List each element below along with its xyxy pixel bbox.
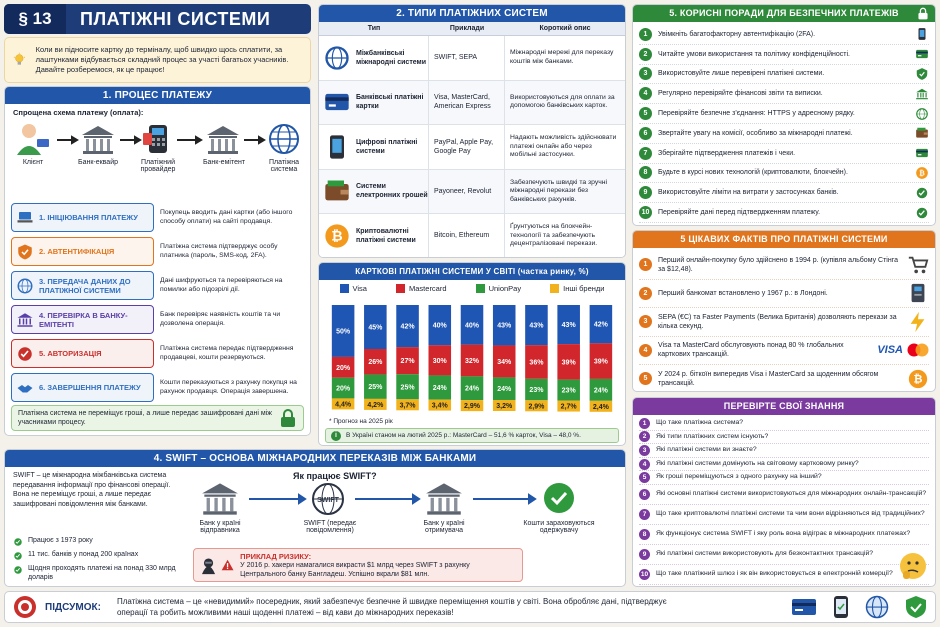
quiz-question: Як гроші переміщуються з одного рахунку на інший? <box>656 473 822 481</box>
facts-list <box>633 248 935 392</box>
section-number: § 13 <box>4 4 66 34</box>
data-label: 3,2% <box>496 402 513 410</box>
table-row <box>319 125 625 170</box>
globe-icon <box>323 44 351 72</box>
data-label: 42% <box>593 321 608 329</box>
data-label: 2,9% <box>464 403 480 411</box>
wallet-icon <box>915 126 929 140</box>
fact-item <box>639 280 929 309</box>
flow-label: Кошти зараховуються одержувачу <box>523 520 595 534</box>
step-text: Покупець вводить дані картки (або іншого способу оплати) на сайті продавця. <box>160 209 293 225</box>
warning-icon <box>221 556 234 574</box>
fact-number: 2 <box>639 287 652 300</box>
legend-swatch <box>340 284 349 293</box>
process-step <box>11 201 304 234</box>
swift-title: 4. SWIFT – ОСНОВА МІЖНАРОДНИХ ПЕРЕКАЗІВ МІЖ БАНКАМИ <box>5 450 625 467</box>
data-label: 45% <box>368 324 383 332</box>
type-name: Криптовалютні платіжні системи <box>356 227 416 244</box>
quiz-question: Що таке криптовалютні платіжні системи та чим вони відрізняються від традиційних? <box>656 510 925 518</box>
data-label: 25% <box>368 384 383 392</box>
data-label: 20% <box>336 385 351 393</box>
process-note <box>11 405 304 431</box>
quiz-question: Які типи платіжних систем існують? <box>656 432 769 440</box>
types-title: 2. ТИПИ ПЛАТІЖНИХ СИСТЕМ <box>319 5 625 22</box>
data-label: 43% <box>529 322 544 330</box>
type-cell <box>319 36 429 80</box>
quiz-item <box>639 485 929 505</box>
quiz-number: 7 <box>639 509 650 520</box>
chart-legend <box>319 280 625 297</box>
description-cell: Використовуються для оплати за допомогою банківських карток. <box>510 93 615 110</box>
check-icon <box>13 565 23 575</box>
tip-number: 1 <box>639 28 652 41</box>
flow-label: Банк у країні відправника <box>199 520 241 534</box>
data-label: 32% <box>464 357 480 365</box>
shield-icon <box>905 595 927 619</box>
legend-swatch <box>476 284 485 293</box>
quiz-item <box>639 525 929 545</box>
arrows-flow <box>5 123 310 157</box>
fact-text: Перший онлайн-покупку було здійснено в 1994 р. (купівля альбому Стінга за $12,48). <box>658 256 899 273</box>
tip-item <box>639 203 929 223</box>
data-label: 40% <box>464 322 480 330</box>
quiz-number: 1 <box>639 418 650 429</box>
fact-item <box>639 365 929 392</box>
swift-facts <box>13 536 183 585</box>
type-cell <box>319 81 429 125</box>
actor-label: Банк-емітент <box>202 159 246 166</box>
flow-label: Банк у країні отримувача <box>423 520 465 534</box>
data-label: 23% <box>561 387 576 395</box>
quiz-question: Які платіжні системи домінують на світовому картковому ринку? <box>656 459 859 467</box>
title-bar <box>4 4 311 34</box>
card-icon <box>791 598 817 616</box>
step-label-box <box>11 203 154 232</box>
tip-item <box>639 164 929 184</box>
legend-label: Інші бренди <box>563 284 605 293</box>
fact-item <box>639 337 929 366</box>
step-label: 3. ПЕРЕДАЧА ДАНИХ ДО ПЛАТІЖНОЇ СИСТЕМИ <box>39 276 131 295</box>
svg-text:SWIFT: SWIFT <box>317 497 339 504</box>
legend-item <box>550 284 604 293</box>
legend-label: UnionPay <box>488 284 522 293</box>
fact-text: Працює з 1973 року <box>28 537 93 544</box>
data-label: 2,4% <box>592 403 609 411</box>
quiz-item <box>639 444 929 458</box>
how-title: Як працює SWIFT? <box>293 471 377 481</box>
svg-text:₿: ₿ <box>913 373 923 386</box>
description-cell: Ґрунтуються на блокчейн-технології та забезпечують децентралізовані перекази. <box>510 223 598 247</box>
quiz-question: Які платіжні системи ви знаєте? <box>656 446 757 454</box>
quiz-number: 9 <box>639 549 650 560</box>
type-name: Цифрові платіжні системи <box>356 138 418 155</box>
process-step <box>11 371 304 404</box>
shield-icon <box>915 67 929 81</box>
facts-title: 5 ЦІКАВИХ ФАКТІВ ПРО ПЛАТІЖНІ СИСТЕМИ <box>633 231 935 248</box>
tip-text: Перевіряйте дані перед підтвердженням платежу. <box>658 209 821 217</box>
process-subtitle: Спрощена схема платежу (оплата): <box>13 108 144 117</box>
card-icon <box>915 47 929 61</box>
card-icon <box>323 88 351 116</box>
data-label: 3,4% <box>431 402 448 410</box>
data-label: 3,7% <box>399 402 416 410</box>
mastercard-logo-icon <box>907 343 929 357</box>
quiz-number: 2 <box>639 431 650 442</box>
laptop-icon <box>16 209 34 227</box>
info-text: В Україні станом на лютий 2025 р.: MasterCard – 51,6 % карток, Visa – 48,0 %. <box>346 432 581 439</box>
tips-list <box>633 22 935 226</box>
chart-svg <box>319 301 625 419</box>
quiz-item <box>639 565 929 585</box>
col-examples: Приклади <box>449 25 485 32</box>
lightbulb-icon <box>13 43 26 77</box>
actor-label: Клієнт <box>22 159 44 166</box>
quiz-item <box>639 417 929 431</box>
legend-item <box>340 284 367 293</box>
description-cell: Надають можливість здійснювати платежі онлайн або через мобільні застосунки. <box>510 134 617 158</box>
examples-cell: SWIFT, SEPA <box>429 36 505 80</box>
type-name: Міжбанківські міжнародні системи <box>356 49 427 66</box>
page-title: ПЛАТІЖНІ СИСТЕМИ <box>80 8 271 29</box>
col-description: Короткий опис <box>539 25 591 32</box>
data-label: 43% <box>561 322 576 330</box>
step-label: 5. АВТОРИЗАЦІЯ <box>39 349 102 358</box>
types-table-header <box>319 22 625 36</box>
fact-text: Щодня проходять платежі на понад 330 млрд доларів <box>28 565 176 581</box>
svg-text:₿: ₿ <box>331 227 343 244</box>
quiz-question: Як функціонує система SWIFT і яку роль вона відіграє в міжнародних платежах? <box>656 530 911 538</box>
quiz-panel <box>632 397 936 587</box>
target-icon <box>13 595 37 619</box>
quiz-item <box>639 545 929 565</box>
data-label: 24% <box>593 387 608 395</box>
phone-icon <box>915 27 929 41</box>
bank-icon <box>915 87 929 101</box>
step-text: Кошти переказуються з рахунку покупця на рахунок продавця. Операція завершена. <box>160 379 297 395</box>
data-label: 25% <box>400 384 415 392</box>
fact-number: 5 <box>639 372 652 385</box>
check-icon <box>13 537 23 547</box>
step-label-box <box>11 237 154 266</box>
type-cell <box>319 170 429 214</box>
step-label-box <box>11 339 154 368</box>
globe-icon <box>865 595 889 619</box>
thinking-face-icon <box>899 552 927 580</box>
intro-text: Коли ви підносите картку до терміналу, щоб швидко щось сплатити, за лаштунками відбувається складний процес за участі багатьох учасників. Давайте розберемося, як це працює! <box>35 45 289 74</box>
note-text: Платіжна система не переміщує гроші, а лише передає зашифровані дані між учасниками процесу. <box>18 410 272 426</box>
data-label: 39% <box>561 359 576 367</box>
examples-cell: Payoneer, Revolut <box>429 170 505 214</box>
tip-number: 2 <box>639 48 652 61</box>
quiz-number: 10 <box>640 570 649 578</box>
tip-number: 5 <box>639 107 652 120</box>
summary-label: ПІДСУМОК: <box>45 601 101 613</box>
tip-text: Звертайте увагу на комісії, особливо за міжнародні платежі. <box>658 129 853 137</box>
globe-icon <box>915 107 929 121</box>
quiz-number: 5 <box>639 472 650 483</box>
step-text: Платіжна система передає підтвердження продавцеві, кошти резервуються. <box>160 345 294 361</box>
tip-number: 7 <box>639 147 652 160</box>
process-step <box>11 303 304 336</box>
data-label: 4,4% <box>335 401 352 409</box>
shield-icon <box>16 243 34 261</box>
actor-label: Платіжний провайдер <box>140 159 176 173</box>
data-label: 24% <box>432 385 447 393</box>
chart-info <box>325 428 619 443</box>
fact-item <box>13 550 183 561</box>
tip-item <box>639 25 929 45</box>
quiz-list <box>633 415 935 587</box>
description-cell: Міжнародні мережі для переказу коштів між банками. <box>510 49 614 65</box>
description-cell: Забезпечують швидкі та зручні міжнародні перекази без банківських рахунків. <box>510 178 608 203</box>
handshake-icon <box>16 379 34 397</box>
flow-label: SWIFT (передає повідомлення) <box>303 520 357 534</box>
tip-number: 3 <box>639 67 652 80</box>
fact-item <box>639 251 929 280</box>
types-panel <box>318 4 626 258</box>
quiz-title: ПЕРЕВІРТЕ СВОЇ ЗНАННЯ <box>633 398 935 415</box>
check-icon <box>915 206 929 220</box>
data-label: 36% <box>529 359 544 367</box>
data-label: 20% <box>336 364 351 372</box>
quiz-number: 6 <box>639 489 650 500</box>
fact-text: 11 тис. банків у понад 200 країнах <box>28 551 139 558</box>
steps-list <box>11 201 304 405</box>
legend-item <box>476 284 522 293</box>
step-label: 6. ЗАВЕРШЕННЯ ПЛАТЕЖУ <box>39 383 141 392</box>
tip-text: Зберігайте підтвердження платежів і чеки. <box>658 149 796 157</box>
fact-number: 3 <box>639 315 652 328</box>
legend-item <box>396 284 447 293</box>
card-icon <box>915 146 929 160</box>
data-label: 23% <box>529 387 544 395</box>
tip-text: Будьте в курсі нових технологій (криптовалюти, блокчейн). <box>658 169 848 177</box>
info-icon: i <box>331 431 341 441</box>
data-label: 39% <box>593 358 608 366</box>
fact-number: 4 <box>639 344 652 357</box>
process-step <box>11 337 304 370</box>
examples-cell: Visa, MasterCard, American Express <box>429 81 505 125</box>
data-label: 27% <box>400 358 415 366</box>
legend-swatch <box>550 284 559 293</box>
quiz-question: Що таке платіжна система? <box>656 419 744 427</box>
phone-icon <box>833 595 849 619</box>
legend-label: Mastercard <box>409 284 447 293</box>
lock-icon <box>917 7 929 20</box>
examples-cell: Bitcoin, Ethereum <box>429 214 505 258</box>
tip-text: Увімкніть багатофакторну автентифікацію (2FA). <box>658 30 816 38</box>
data-label: 30% <box>432 357 447 365</box>
step-text: Дані шифруються та перевіряються на помилки або підозрілі дії. <box>160 277 283 293</box>
risk-box <box>193 548 523 582</box>
actor-label: Платіжна система <box>268 159 300 173</box>
tips-panel <box>632 4 936 226</box>
summary-bar <box>4 591 936 623</box>
data-label: 2,7% <box>560 403 577 411</box>
legend-swatch <box>396 284 405 293</box>
step-label-box <box>11 271 154 300</box>
bitcoin-icon <box>915 166 929 180</box>
fact-item <box>13 564 183 582</box>
flow-arrows <box>5 490 625 510</box>
actor-label: Банк-еквайр <box>77 159 119 166</box>
quiz-number: 3 <box>639 445 650 456</box>
fact-text: Visa та MasterCard обслуговують понад 80 % глобальних карткових трансакцій. <box>658 342 844 359</box>
quiz-item <box>639 505 929 525</box>
visa-logo: VISA <box>877 344 903 357</box>
step-label: 4. ПЕРЕВІРКА В БАНКУ-ЕМІТЕНТІ <box>39 310 128 329</box>
type-name: Банківські платіжні картки <box>356 94 424 111</box>
tip-item <box>639 45 929 65</box>
quiz-question: Які основні платіжні системи використовуються для міжнародних онлайн-трансакцій? <box>656 490 927 498</box>
data-label: 24% <box>464 385 480 393</box>
step-label: 1. ІНІЦІЮВАННЯ ПЛАТЕЖУ <box>39 213 138 222</box>
legend-label: Visa <box>352 284 367 293</box>
wallet-icon <box>323 177 351 205</box>
tip-item <box>639 84 929 104</box>
actors-row <box>5 123 310 181</box>
type-cell <box>319 214 429 258</box>
bank-icon <box>16 311 34 329</box>
table-row <box>319 36 625 81</box>
type-name: Системи електронних грошей <box>356 183 428 200</box>
process-step <box>11 235 304 268</box>
data-label: 50% <box>336 328 351 336</box>
tip-number: 4 <box>639 87 652 100</box>
data-label: 4,2% <box>367 401 384 409</box>
table-row <box>319 81 625 126</box>
tip-text: Регулярно перевіряйте фінансові звіти та виписки. <box>658 90 823 98</box>
table-row <box>319 170 625 215</box>
fact-number: 1 <box>639 258 652 271</box>
type-cell <box>319 125 429 169</box>
hacker-icon <box>200 551 217 579</box>
fact-text: SEPA (€С) та Faster Payments (Велика Британія) дозволяють перекази за кілька секунд. <box>658 313 897 330</box>
tip-text: Використовуйте ліміти на витрати у застосунках банків. <box>658 189 839 197</box>
step-label-box <box>11 373 154 402</box>
chart-title: КАРТКОВІ ПЛАТІЖНІ СИСТЕМИ У СВІТІ (частка ринку, %) <box>319 263 625 280</box>
summary-text: Платіжна система – це «невидимий» посередник, який забезпечує безпечне й швидке переміщення коштів у світі. Вона обробляє дані, підтверджує операції та робить можливими наші щоденні платежі – від кави до міжнародних переказів! <box>116 597 667 617</box>
tip-text: Використовуйте лише перевірені платіжні системи. <box>658 70 825 78</box>
data-label: 43% <box>497 322 512 330</box>
process-panel <box>4 86 311 436</box>
bitcoin-icon <box>907 368 929 390</box>
bitcoin-icon <box>323 222 351 250</box>
tip-number: 10 <box>639 206 652 219</box>
step-text: Платіжна система підтверджує особу платника (пароль, SMS-код, 2FA). <box>160 243 278 259</box>
risk-text: У 2016 р. хакери намагалися викрасти $1 млрд через SWIFT з рахунку Центрального банку Бангладеш. Успішно вкрали $81 млн. <box>240 561 470 578</box>
chart-panel <box>318 262 626 446</box>
chart-footnote: * Прогноз на 2025 рік <box>329 418 393 425</box>
quiz-item <box>639 471 929 485</box>
quiz-number: 8 <box>639 529 650 540</box>
check-icon <box>16 345 34 363</box>
data-label: 26% <box>368 359 383 367</box>
swift-text: SWIFT – це міжнародна міжбанківська система передавання інформації про фінансові операції. Вона не переміщує гроші, а лише передає зашифровані повідомлення між банками. <box>13 472 171 508</box>
intro-box <box>4 37 311 83</box>
globe-icon <box>16 277 34 295</box>
fact-text: Перший банкомат встановлено у 1967 р.: в Лондоні. <box>658 289 828 297</box>
data-label: 40% <box>432 322 447 330</box>
tip-text: Перевіряйте безпечне з'єднання: HTTPS у адресному рядку. <box>658 110 855 118</box>
phone-icon <box>323 133 351 161</box>
process-step <box>11 269 304 302</box>
col-type: Тип <box>367 25 381 32</box>
lightning-icon <box>907 311 929 333</box>
step-label-box <box>11 305 154 334</box>
lock-icon <box>279 408 297 428</box>
data-label: 34% <box>497 358 512 366</box>
process-title: 1. ПРОЦЕС ПЛАТЕЖУ <box>5 87 310 104</box>
tip-text: Читайте умови використання та політику конфіденційності. <box>658 50 850 58</box>
types-table-body <box>319 36 625 258</box>
tip-item <box>639 104 929 124</box>
facts-panel <box>632 230 936 392</box>
svg-text:₿: ₿ <box>919 170 925 178</box>
tip-item <box>639 183 929 203</box>
fact-item <box>639 308 929 337</box>
step-label: 2. АВТЕНТИФІКАЦІЯ <box>39 247 115 256</box>
quiz-item <box>639 431 929 445</box>
fact-item <box>13 536 183 547</box>
table-row <box>319 214 625 258</box>
risk-title: ПРИКЛАД РИЗИКУ: <box>240 551 312 561</box>
quiz-item <box>639 458 929 472</box>
tip-item <box>639 144 929 164</box>
check-icon <box>13 551 23 561</box>
fact-text: У 2024 р. біткоїн випередив Visa і MasterCard за щоденним обсягом трансакцій. <box>658 370 879 387</box>
tip-number: 8 <box>639 166 652 179</box>
atm-icon <box>907 282 929 304</box>
tips-title: 5. КОРИСНІ ПОРАДИ ДЛЯ БЕЗПЕЧНИХ ПЛАТЕЖІВ <box>633 5 935 22</box>
tip-number: 9 <box>639 186 652 199</box>
data-label: 2,9% <box>528 403 545 411</box>
cart-icon <box>907 254 929 276</box>
tip-item <box>639 124 929 144</box>
step-text: Банк перевіряє наявність коштів та чи дозволена операція. <box>160 311 281 327</box>
check-icon <box>915 186 929 200</box>
quiz-question: Що таке платіжний шлюз і як він використовується в електронній комерції? <box>656 570 893 578</box>
quiz-number: 4 <box>639 459 650 470</box>
quiz-question: Які платіжні системи використовують для безконтактних трансакцій? <box>656 550 874 558</box>
data-label: 24% <box>497 386 512 394</box>
tip-item <box>639 65 929 85</box>
examples-cell: PayPal, Apple Pay, Google Pay <box>429 125 505 169</box>
swift-panel <box>4 449 626 587</box>
data-label: 42% <box>400 323 415 331</box>
tip-number: 6 <box>639 127 652 140</box>
